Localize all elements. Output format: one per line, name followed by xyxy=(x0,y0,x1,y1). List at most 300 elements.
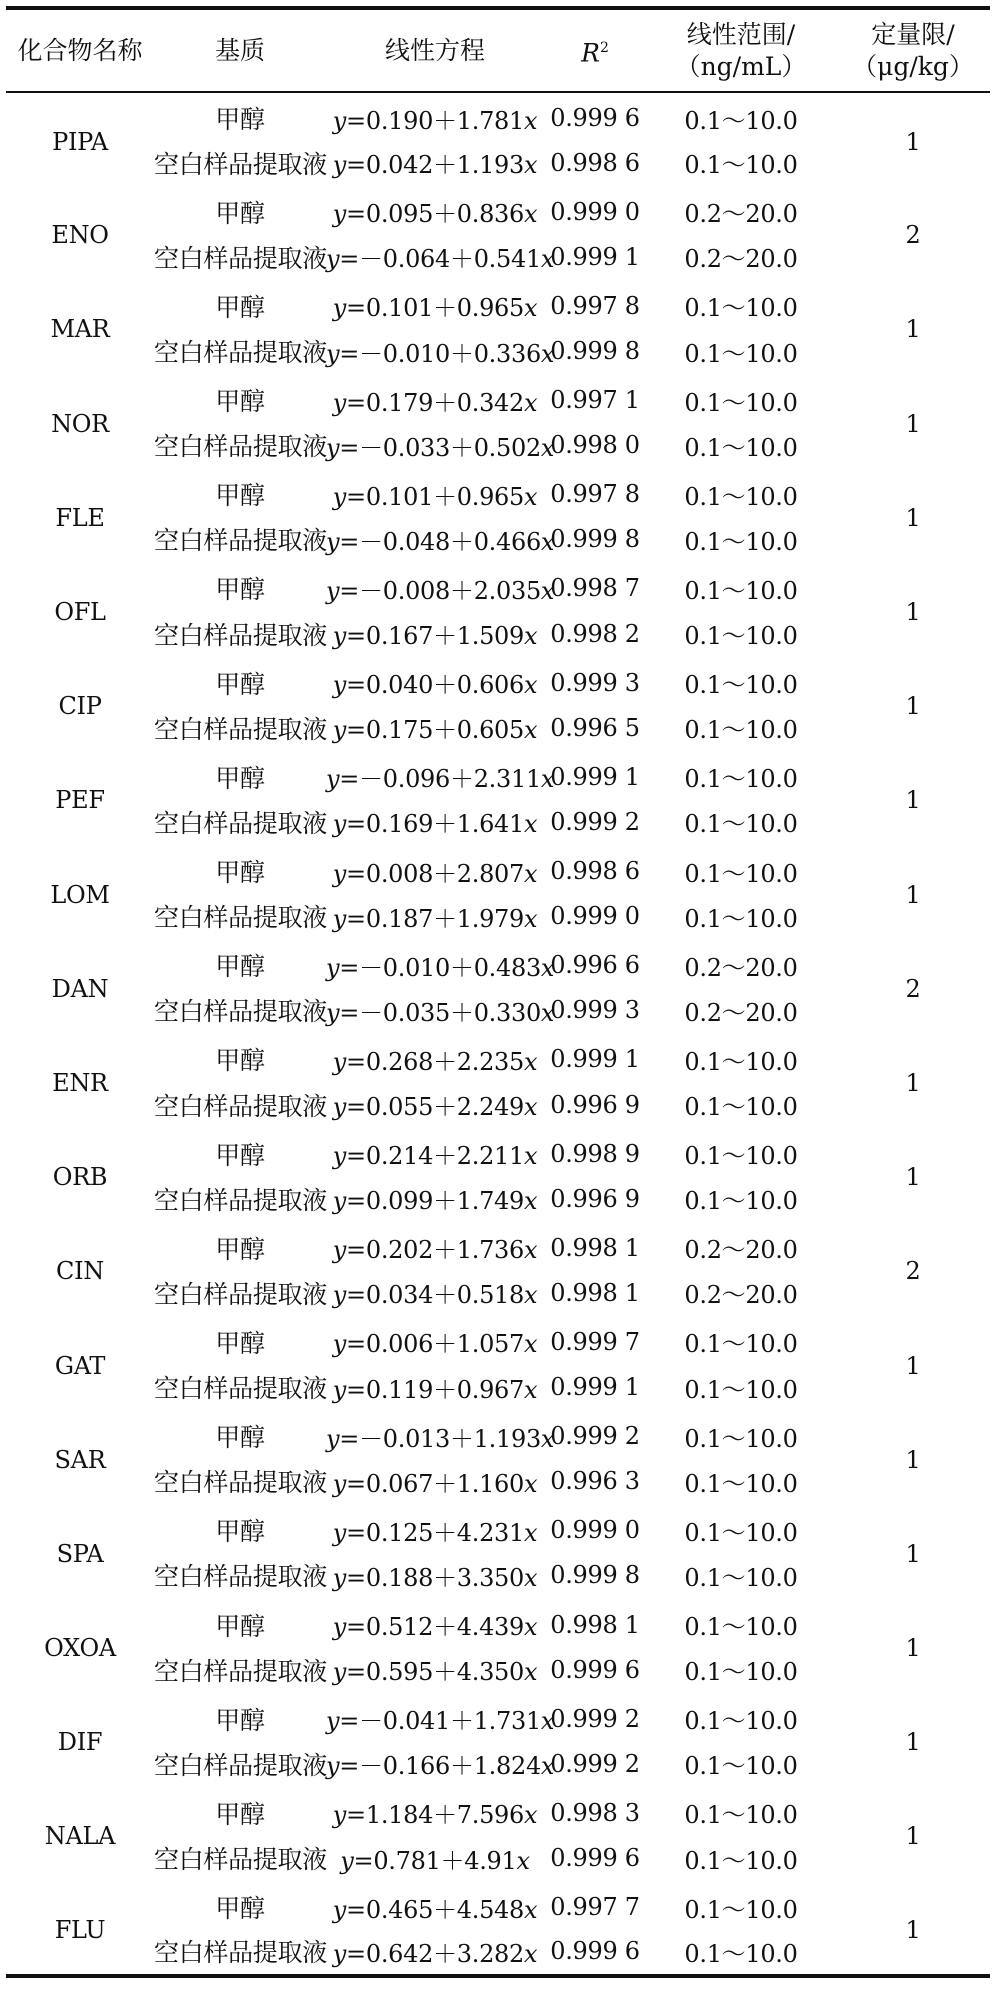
compound-name: OXOA xyxy=(44,1634,116,1663)
eq-operator: ＋ xyxy=(433,1939,457,1968)
eq-slope: 3.350 xyxy=(456,1563,524,1592)
range-cell: 0.1～10.0 xyxy=(684,388,798,417)
r2-cell: 0.998 7 xyxy=(550,574,640,603)
table-row xyxy=(6,1693,990,1740)
equation-cell: y=0.101＋0.965x xyxy=(332,294,538,323)
r2-cell: 0.998 6 xyxy=(550,148,640,177)
eq-slope: 0.606 xyxy=(456,671,524,700)
eq-intercept: 0.175 xyxy=(365,716,434,745)
r2-cell: 0.999 1 xyxy=(550,242,640,271)
matrix-cell: 空白样品提取液 xyxy=(154,149,327,179)
eq-slope: 2.807 xyxy=(456,859,524,888)
matrix-cell: 空白样品提取液 xyxy=(154,432,327,462)
eq-operator: ＋ xyxy=(433,622,457,651)
equation-cell: y=0.595＋4.350x xyxy=(332,1658,538,1687)
header-equation: 线性方程 xyxy=(384,35,485,65)
eq-slope: 1.781 xyxy=(456,106,524,135)
eq-intercept: 0.095 xyxy=(365,200,434,229)
eq-operator: ＋ xyxy=(433,1469,457,1498)
eq-x-var: x xyxy=(523,1093,538,1122)
eq-slope: 0.466 xyxy=(473,527,541,556)
compound-name: PEF xyxy=(55,786,105,815)
eq-y-var: y xyxy=(332,1236,347,1265)
equation-cell: y=0.101＋0.965x xyxy=(332,482,538,511)
range-cell: 0.2～20.0 xyxy=(684,200,798,229)
eq-operator: ＋ xyxy=(433,1047,457,1076)
eq-slope: 0.967 xyxy=(456,1375,524,1404)
eq-y-var: y xyxy=(326,1707,340,1736)
eq-intercept: 0.167 xyxy=(365,622,434,651)
matrix-cell: 空白样品提取液 xyxy=(154,1562,327,1592)
table-header xyxy=(6,8,990,92)
eq-operator: ＋ xyxy=(433,1236,457,1265)
compound-name: OFL xyxy=(54,598,106,627)
eq-intercept: －0.033 xyxy=(359,433,450,462)
eq-x-var: x xyxy=(540,433,555,462)
equation-cell: y=0.119＋0.967x xyxy=(332,1375,538,1404)
range-cell: 0.1～10.0 xyxy=(684,294,798,323)
header-range-line2: （ng/mL） xyxy=(675,51,807,81)
eq-y-var: y xyxy=(326,245,340,274)
eq-x-var: x xyxy=(540,527,555,556)
loq-cell: 1 xyxy=(905,315,921,344)
range-cell: 0.1～10.0 xyxy=(684,810,798,839)
header-r2-letter: R xyxy=(581,38,600,68)
eq-y-var: y xyxy=(326,998,340,1027)
eq-intercept: －0.096 xyxy=(359,765,450,794)
equation-cell: y=－0.013＋1.193x xyxy=(326,1424,555,1453)
range-cell: 0.1～10.0 xyxy=(684,1895,798,1924)
equation-cell: y=0.642＋3.282x xyxy=(332,1939,538,1968)
r2-cell: 0.998 1 xyxy=(550,1233,640,1262)
r2-cell: 0.999 8 xyxy=(550,525,640,554)
compound-name: NALA xyxy=(44,1822,116,1851)
eq-x-var: x xyxy=(523,482,538,511)
eq-operator: ＋ xyxy=(450,245,474,274)
eq-y-var: y xyxy=(332,1895,347,1924)
matrix-cell: 甲醇 xyxy=(215,1611,265,1641)
eq-x-var: x xyxy=(523,1801,538,1830)
r2-cell: 0.999 3 xyxy=(550,996,640,1025)
r2-cell: 0.998 6 xyxy=(550,857,640,886)
equation-cell: y=0.512＋4.439x xyxy=(332,1613,538,1642)
range-cell: 0.1～10.0 xyxy=(684,433,798,462)
compound-name: ENR xyxy=(52,1068,108,1097)
header-r2 xyxy=(544,8,646,92)
eq-y-var: y xyxy=(332,106,347,135)
range-cell: 0.1～10.0 xyxy=(684,1658,798,1687)
r2-cell: 0.999 0 xyxy=(550,197,640,226)
range-cell: 0.1～10.0 xyxy=(684,622,798,651)
compound-name: MAR xyxy=(50,315,110,344)
matrix-cell: 甲醇 xyxy=(215,669,265,699)
eq-x-var: x xyxy=(523,1518,538,1547)
table-row xyxy=(6,1882,990,1929)
eq-intercept: 0.119 xyxy=(365,1375,434,1404)
eq-x-var: x xyxy=(523,106,538,135)
loq-cell: 1 xyxy=(905,692,921,721)
eq-intercept: 0.067 xyxy=(365,1469,434,1498)
loq-cell: 1 xyxy=(905,1539,921,1568)
eq-x-var: x xyxy=(523,1658,538,1687)
eq-y-var: y xyxy=(332,1613,347,1642)
header-range-line1: 线性范围/ xyxy=(686,19,796,49)
equation-cell: y=0.179＋0.342x xyxy=(332,388,538,417)
eq-intercept: 0.187 xyxy=(365,904,434,933)
r2-cell: 0.999 1 xyxy=(550,1045,640,1074)
eq-intercept: 0.781 xyxy=(373,1846,441,1875)
eq-x-var: x xyxy=(523,151,538,180)
table-row xyxy=(6,846,990,893)
loq-cell: 1 xyxy=(905,598,921,627)
loq-cell: 1 xyxy=(905,880,921,909)
equation-cell: y=0.202＋1.736x xyxy=(332,1236,538,1265)
r2-cell: 0.998 1 xyxy=(550,1278,640,1307)
range-cell: 0.1～10.0 xyxy=(684,716,798,745)
loq-cell: 1 xyxy=(905,503,921,532)
eq-y-var: y xyxy=(332,200,347,229)
eq-intercept: 0.465 xyxy=(365,1895,434,1924)
eq-intercept: 0.042 xyxy=(365,151,434,180)
eq-x-var: x xyxy=(523,1895,538,1924)
compound-name: CIN xyxy=(56,1257,104,1286)
equation-cell: y=0.781＋4.91x xyxy=(340,1846,530,1875)
eq-intercept: 0.040 xyxy=(365,671,434,700)
equation-cell: y=0.125＋4.231x xyxy=(332,1518,538,1547)
eq-y-var: y xyxy=(332,1658,347,1687)
eq-slope: 0.605 xyxy=(456,716,524,745)
eq-slope: 2.235 xyxy=(456,1047,524,1076)
r2-cell: 0.999 0 xyxy=(550,1516,640,1545)
eq-slope: 0.330 xyxy=(473,998,541,1027)
eq-x-var: x xyxy=(523,622,538,651)
matrix-cell: 空白样品提取液 xyxy=(154,1468,327,1498)
eq-y-var: y xyxy=(332,1142,347,1171)
eq-y-var: y xyxy=(332,1801,347,1830)
eq-x-var: x xyxy=(540,576,555,605)
eq-intercept: 0.008 xyxy=(365,859,434,888)
eq-intercept: 0.034 xyxy=(365,1281,434,1310)
eq-y-var: y xyxy=(332,859,347,888)
matrix-cell: 甲醇 xyxy=(215,1799,265,1829)
eq-slope: 0.965 xyxy=(456,294,524,323)
eq-intercept: 0.214 xyxy=(365,1142,434,1171)
eq-slope: 7.596 xyxy=(456,1801,524,1830)
r2-cell: 0.999 6 xyxy=(550,1844,640,1873)
eq-x-var: x xyxy=(523,810,538,839)
range-cell: 0.1～10.0 xyxy=(684,106,798,135)
eq-y-var: y xyxy=(340,1846,354,1875)
eq-operator: ＋ xyxy=(450,527,474,556)
compound-name: GAT xyxy=(54,1351,106,1380)
eq-intercept: 0.006 xyxy=(365,1330,434,1359)
eq-operator: ＋ xyxy=(433,1895,457,1924)
matrix-cell: 空白样品提取液 xyxy=(154,338,327,368)
range-cell: 0.1～10.0 xyxy=(684,1187,798,1216)
r2-cell: 0.998 3 xyxy=(550,1798,640,1827)
table-row xyxy=(6,280,990,327)
header-matrix: 基质 xyxy=(214,35,265,65)
compound-name: SPA xyxy=(56,1539,104,1568)
table-row xyxy=(6,563,990,610)
range-cell: 0.1～10.0 xyxy=(684,859,798,888)
eq-y-var: y xyxy=(332,622,347,651)
r2-cell: 0.999 1 xyxy=(550,762,640,791)
eq-x-var: x xyxy=(540,1424,555,1453)
equation-cell: y=－0.096＋2.311x xyxy=(326,765,555,794)
eq-x-var: x xyxy=(540,1752,555,1781)
eq-x-var: x xyxy=(540,998,555,1027)
loq-cell: 1 xyxy=(905,1634,921,1663)
range-cell: 0.1～10.0 xyxy=(684,1142,798,1171)
eq-intercept: 0.099 xyxy=(365,1187,434,1216)
eq-slope: 0.502 xyxy=(473,433,541,462)
eq-y-var: y xyxy=(332,671,347,700)
eq-x-var: x xyxy=(523,671,538,700)
eq-slope: 2.311 xyxy=(473,765,541,794)
range-cell: 0.2～20.0 xyxy=(684,953,798,982)
eq-x-var: x xyxy=(523,1613,538,1642)
eq-slope: 4.548 xyxy=(456,1895,524,1924)
eq-intercept: 0.101 xyxy=(365,482,434,511)
header-loq xyxy=(836,8,990,92)
range-cell: 0.1～10.0 xyxy=(684,1613,798,1642)
range-cell: 0.1～10.0 xyxy=(684,1939,798,1968)
equation-cell: y=0.006＋1.057x xyxy=(332,1330,538,1359)
range-cell: 0.1～10.0 xyxy=(684,1801,798,1830)
matrix-cell: 空白样品提取液 xyxy=(154,1845,327,1875)
eq-slope: 0.541 xyxy=(473,245,541,274)
range-cell: 0.1～10.0 xyxy=(684,1707,798,1736)
eq-intercept: 0.268 xyxy=(365,1047,434,1076)
equation-cell: y=0.190＋1.781x xyxy=(332,106,538,135)
table-row xyxy=(6,375,990,422)
eq-intercept: －0.035 xyxy=(359,998,450,1027)
equation-cell: y=－0.035＋0.330x xyxy=(326,998,555,1027)
table-row xyxy=(6,1505,990,1552)
eq-y-var: y xyxy=(332,388,347,417)
table-row xyxy=(6,940,990,987)
loq-cell: 1 xyxy=(905,1445,921,1474)
eq-x-var: x xyxy=(523,1375,538,1404)
equation-cell: y=－0.048＋0.466x xyxy=(326,527,555,556)
eq-slope: 1.193 xyxy=(456,151,524,180)
eq-slope: 2.211 xyxy=(456,1142,524,1171)
r2-cell: 0.999 1 xyxy=(550,1373,640,1402)
eq-operator: ＋ xyxy=(433,1093,457,1122)
eq-intercept: 0.125 xyxy=(365,1518,434,1547)
compound-name: PIPA xyxy=(52,127,108,156)
eq-slope: 4.439 xyxy=(456,1613,524,1642)
range-cell: 0.2～20.0 xyxy=(684,245,798,274)
equation-cell: y=0.042＋1.193x xyxy=(332,151,538,180)
eq-operator: ＋ xyxy=(433,1658,457,1687)
matrix-cell: 空白样品提取液 xyxy=(154,1750,327,1780)
compound-name: DIF xyxy=(57,1728,103,1757)
eq-slope: 0.836 xyxy=(456,200,524,229)
eq-operator: ＋ xyxy=(450,1752,474,1781)
r2-cell: 0.999 3 xyxy=(550,668,640,697)
eq-x-var: x xyxy=(540,765,555,794)
eq-intercept: 0.169 xyxy=(365,810,434,839)
equation-cell: y=－0.008＋2.035x xyxy=(326,576,555,605)
eq-x-var: x xyxy=(523,1939,538,1968)
eq-x-var: x xyxy=(523,716,538,745)
eq-intercept: 0.055 xyxy=(365,1093,434,1122)
matrix-cell: 甲醇 xyxy=(215,1140,265,1170)
eq-operator: ＋ xyxy=(450,339,474,368)
r2-cell: 0.999 6 xyxy=(550,1655,640,1684)
eq-slope: 0.342 xyxy=(456,388,524,417)
eq-operator: ＋ xyxy=(440,1846,465,1875)
range-cell: 0.2～20.0 xyxy=(684,1236,798,1265)
eq-y-var: y xyxy=(332,482,347,511)
eq-x-var: x xyxy=(540,339,555,368)
eq-y-var: y xyxy=(332,810,347,839)
equation-cell: y=0.465＋4.548x xyxy=(332,1895,538,1924)
table-row xyxy=(6,1222,990,1269)
eq-intercept: －0.010 xyxy=(359,953,450,982)
eq-x-var: x xyxy=(523,200,538,229)
eq-y-var: y xyxy=(332,1939,347,1968)
eq-intercept: 0.202 xyxy=(365,1236,434,1265)
eq-slope: 1.193 xyxy=(473,1424,541,1453)
r2-cell: 0.999 6 xyxy=(550,104,640,133)
r2-cell: 0.997 8 xyxy=(550,291,640,320)
matrix-cell: 甲醇 xyxy=(215,1705,265,1735)
eq-x-var: x xyxy=(540,245,555,274)
eq-intercept: －0.010 xyxy=(359,339,450,368)
linearity-table-container xyxy=(6,6,990,1978)
eq-y-var: y xyxy=(332,1518,347,1547)
compound-name: CIP xyxy=(58,692,102,721)
matrix-cell: 空白样品提取液 xyxy=(154,997,327,1027)
eq-slope: 0.965 xyxy=(456,482,524,511)
equation-cell: y=0.095＋0.836x xyxy=(332,200,538,229)
equation-cell: y=－0.041＋1.731x xyxy=(326,1707,555,1736)
eq-operator: ＋ xyxy=(450,433,474,462)
eq-operator: ＋ xyxy=(433,151,457,180)
r2-cell: 0.998 0 xyxy=(550,431,640,460)
eq-x-var: x xyxy=(523,1187,538,1216)
eq-intercept: 0.512 xyxy=(365,1613,434,1642)
matrix-cell: 空白样品提取液 xyxy=(154,903,327,933)
eq-y-var: y xyxy=(326,433,340,462)
header-loq-line2: （μg/kg） xyxy=(852,51,974,81)
compound-name: FLU xyxy=(54,1915,106,1944)
table-row xyxy=(6,186,990,233)
matrix-cell: 甲醇 xyxy=(215,481,265,511)
eq-slope: 4.350 xyxy=(456,1658,524,1687)
header-r2-sup: 2 xyxy=(599,39,609,56)
eq-intercept: －0.008 xyxy=(359,576,450,605)
range-cell: 0.1～10.0 xyxy=(684,671,798,700)
table-row xyxy=(6,1316,990,1363)
compound-name: FLE xyxy=(55,503,105,532)
equation-cell: y=－0.166＋1.824x xyxy=(326,1752,555,1781)
eq-y-var: y xyxy=(332,1469,347,1498)
eq-operator: ＋ xyxy=(433,671,457,700)
range-cell: 0.2～20.0 xyxy=(684,998,798,1027)
r2-cell: 0.999 6 xyxy=(550,1937,640,1966)
eq-x-var: x xyxy=(523,1469,538,1498)
matrix-cell: 甲醇 xyxy=(215,387,265,417)
matrix-cell: 甲醇 xyxy=(215,1234,265,1264)
eq-slope: 4.231 xyxy=(456,1518,524,1547)
eq-slope: 0.336 xyxy=(473,339,541,368)
loq-cell: 1 xyxy=(905,1163,921,1192)
range-cell: 0.1～10.0 xyxy=(684,339,798,368)
loq-cell: 1 xyxy=(905,409,921,438)
matrix-cell: 空白样品提取液 xyxy=(154,1185,327,1215)
compound-name: ORB xyxy=(52,1163,108,1192)
eq-operator: ＋ xyxy=(433,482,457,511)
eq-slope: 1.731 xyxy=(473,1707,541,1736)
eq-x-var: x xyxy=(523,1236,538,1265)
eq-y-var: y xyxy=(326,576,340,605)
range-cell: 0.1～10.0 xyxy=(684,1469,798,1498)
r2-cell: 0.997 7 xyxy=(550,1893,640,1922)
matrix-cell: 空白样品提取液 xyxy=(154,1938,327,1968)
matrix-cell: 甲醇 xyxy=(215,105,265,135)
matrix-cell: 甲醇 xyxy=(215,1423,265,1453)
linearity-table xyxy=(6,6,990,1978)
equation-cell: y=0.067＋1.160x xyxy=(332,1469,538,1498)
matrix-cell: 空白样品提取液 xyxy=(154,526,327,556)
equation-cell: y=0.040＋0.606x xyxy=(332,671,538,700)
equation-cell: y=0.214＋2.211x xyxy=(332,1142,538,1171)
range-cell: 0.1～10.0 xyxy=(684,1752,798,1781)
eq-slope: 1.160 xyxy=(456,1469,524,1498)
eq-y-var: y xyxy=(332,904,347,933)
range-cell: 0.1～10.0 xyxy=(684,527,798,556)
table-row xyxy=(6,92,990,139)
r2-cell: 0.996 9 xyxy=(550,1184,640,1213)
eq-y-var: y xyxy=(332,1281,347,1310)
header-range xyxy=(646,8,836,92)
eq-slope: 1.749 xyxy=(456,1187,524,1216)
matrix-cell: 空白样品提取液 xyxy=(154,1091,327,1121)
eq-operator: ＋ xyxy=(433,294,457,323)
header-compound: 化合物名称 xyxy=(17,35,143,65)
eq-y-var: y xyxy=(332,1187,347,1216)
eq-y-var: y xyxy=(332,1093,347,1122)
loq-cell: 2 xyxy=(905,974,921,1003)
eq-x-var: x xyxy=(523,1330,538,1359)
loq-cell: 1 xyxy=(905,786,921,815)
eq-y-var: y xyxy=(332,1375,347,1404)
equation-cell: y=0.268＋2.235x xyxy=(332,1047,538,1076)
eq-operator: ＋ xyxy=(433,1187,457,1216)
r2-cell: 0.999 8 xyxy=(550,337,640,366)
compound-name: ENO xyxy=(51,221,109,250)
range-cell: 0.2～20.0 xyxy=(684,1281,798,1310)
eq-operator: ＋ xyxy=(433,1801,457,1830)
eq-x-var: x xyxy=(523,1281,538,1310)
matrix-cell: 甲醇 xyxy=(215,1328,265,1358)
eq-operator: ＋ xyxy=(433,1281,457,1310)
eq-intercept: －0.166 xyxy=(359,1752,450,1781)
r2-cell: 0.999 0 xyxy=(550,902,640,931)
eq-y-var: y xyxy=(332,716,347,745)
matrix-cell: 甲醇 xyxy=(215,1517,265,1547)
equation-cell: y=1.184＋7.596x xyxy=(332,1801,538,1830)
eq-slope: 2.035 xyxy=(473,576,541,605)
matrix-cell: 空白样品提取液 xyxy=(154,1374,327,1404)
matrix-cell: 甲醇 xyxy=(215,575,265,605)
eq-intercept: 0.642 xyxy=(365,1939,434,1968)
equation-cell: y=－0.010＋0.336x xyxy=(326,339,555,368)
